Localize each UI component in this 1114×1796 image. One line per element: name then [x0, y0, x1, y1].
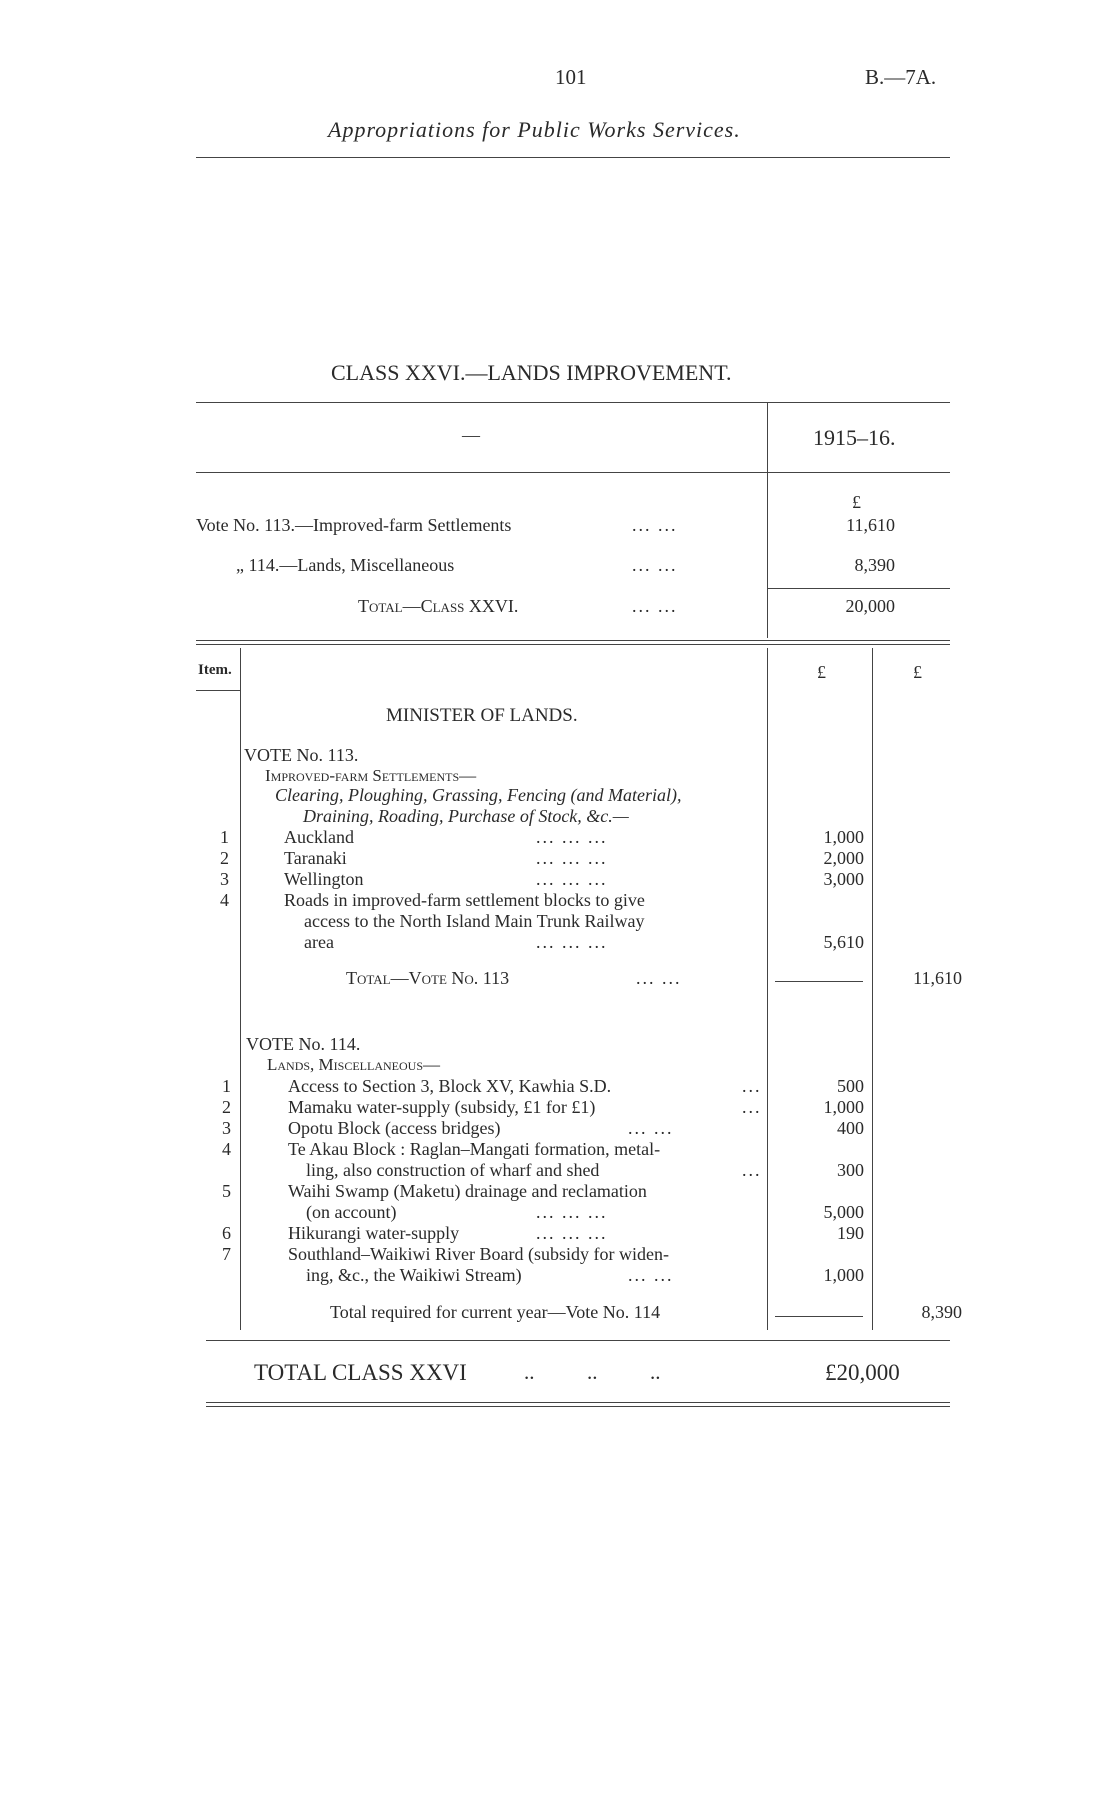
item-amount: 400 [837, 1118, 864, 1138]
vote-113-subtitle: Improved-farm Settlements— [265, 766, 477, 785]
item-amount: 2,000 [823, 848, 864, 868]
item-amount: 3,000 [823, 869, 864, 889]
vote-113-title: VOTE No. 113. [244, 745, 359, 765]
page-number: 101 [555, 65, 587, 89]
grand-total-dots: .. .. .. [524, 1360, 661, 1384]
item-amount: 500 [837, 1076, 864, 1096]
amount1-column-rule [767, 648, 768, 1330]
amount2-column-rule [872, 648, 873, 1330]
vote-113-total-amount: 11,610 [913, 968, 962, 988]
item-column-header: Item. [198, 662, 232, 678]
summary-year-header: 1915–16. [813, 425, 896, 450]
summary-total-dots: ... ... [632, 596, 678, 616]
item-amount: 1,000 [823, 827, 864, 847]
item-number: 2 [220, 848, 229, 868]
vote-113-total-dots: ... ... [636, 968, 682, 988]
summary-bottom-rule [196, 640, 950, 641]
item-label: Hikurangi water-supply [288, 1223, 460, 1243]
item-dots: ... ... ... [536, 848, 608, 868]
item-label: Access to Section 3, Block XV, Kawhia S.D. [288, 1076, 612, 1096]
item-dots: ... ... ... [536, 869, 608, 889]
item-label: Te Akau Block : Raglan–Mangati formation, metal- [288, 1139, 661, 1159]
summary-top-rule [196, 402, 950, 403]
summary-row-label: „ 114.—Lands, Miscellaneous [236, 555, 455, 575]
item-dots: ... ... [628, 1265, 674, 1285]
item-label: Opotu Block (access bridges) [288, 1118, 501, 1138]
item-number: 3 [222, 1118, 231, 1138]
item-label: Auckland [284, 827, 354, 847]
summary-row-amount: 11,610 [846, 515, 895, 535]
summary-row-dots: ... ... [632, 555, 678, 575]
item-amount: 1,000 [823, 1097, 864, 1117]
item-label: ing, &c., the Waikiwi Stream) [306, 1265, 522, 1285]
grand-total-bottom-rule [206, 1402, 950, 1403]
vote-114-total-amount: 8,390 [921, 1302, 962, 1322]
vote-114-total-rule [775, 1316, 863, 1317]
item-number: 4 [222, 1139, 231, 1159]
class-heading: CLASS XXVI.—LANDS IMPROVEMENT. [331, 360, 732, 385]
amount2-currency-header: £ [913, 662, 922, 682]
item-label: Roads in improved-farm settlement blocks to give [284, 890, 645, 910]
item-label: area [304, 932, 334, 952]
item-amount: 5,000 [823, 1202, 864, 1222]
item-dots: ... ... ... [536, 932, 608, 952]
summary-currency: £ [852, 492, 861, 512]
summary-header-rule [196, 472, 950, 473]
item-number: 1 [222, 1076, 231, 1096]
item-dots: ... ... ... [536, 1202, 608, 1222]
minister-heading: MINISTER OF LANDS. [386, 705, 578, 726]
item-amount: 300 [837, 1160, 864, 1180]
vote-114-subtitle: Lands, Miscellaneous— [267, 1055, 441, 1074]
summary-bottom-rule-double [196, 644, 950, 645]
item-dots: ... ... ... [536, 1223, 608, 1243]
item-column-rule [240, 648, 241, 1330]
item-label: Wellington [284, 869, 364, 889]
grand-total-bottom-rule-double [206, 1406, 950, 1407]
summary-row-dots: ... ... [632, 515, 678, 535]
item-dots: ... ... ... [536, 827, 608, 847]
vote-113-description: Clearing, Ploughing, Grassing, Fencing (and Material), [275, 785, 682, 805]
grand-total-top-rule [206, 1340, 950, 1341]
vote-114-title: VOTE No. 114. [246, 1034, 361, 1054]
item-label: Southland–Waikiwi River Board (subsidy for widen- [288, 1244, 669, 1264]
summary-row-label: Vote No. 113.—Improved-farm Settlements [196, 515, 512, 535]
item-amount: 1,000 [823, 1265, 864, 1285]
running-title: Appropriations for Public Works Services. [328, 117, 741, 142]
item-dots: ... [742, 1097, 762, 1117]
summary-row-vote-113 [196, 515, 511, 536]
vote-113-total-rule [775, 981, 863, 982]
summary-total-label: Total—Class XXVI. [358, 596, 519, 616]
summary-row-amount: 8,390 [854, 555, 895, 575]
item-amount: 5,610 [823, 932, 864, 952]
vote-114-total-label [330, 1302, 660, 1323]
item-number: 2 [222, 1097, 231, 1117]
summary-dash: — [462, 425, 480, 445]
item-number: 7 [222, 1244, 231, 1264]
item-label: Taranaki [284, 848, 347, 868]
item-dots: ... [742, 1160, 762, 1180]
item-dots: ... [742, 1076, 762, 1096]
grand-total-label: TOTAL CLASS XXVI [254, 1360, 467, 1385]
vote-114-total-text: Total required for current year—Vote No. 114 [330, 1302, 661, 1322]
item-dots: ... ... [628, 1118, 674, 1138]
item-label: Waihi Swamp (Maketu) drainage and reclamation [288, 1181, 647, 1201]
item-number: 3 [220, 869, 229, 889]
item-label: access to the North Island Main Trunk Railway [304, 911, 645, 931]
item-number: 5 [222, 1181, 231, 1201]
item-header-rule [196, 690, 240, 691]
summary-subtotal-rule [767, 588, 950, 589]
document-code: B.—7A. [865, 65, 937, 89]
grand-total-amount: £20,000 [825, 1360, 900, 1385]
item-amount: 190 [837, 1223, 864, 1243]
item-number: 1 [220, 827, 229, 847]
summary-column-rule [767, 402, 768, 638]
item-number: 6 [222, 1223, 231, 1243]
summary-row-vote-114 [236, 555, 454, 576]
vote-113-total-label: Total—Vote No. 113 [346, 968, 510, 988]
vote-113-description: Draining, Roading, Purchase of Stock, &c.— [303, 806, 629, 826]
item-label: Mamaku water-supply (subsidy, £1 for £1) [288, 1097, 596, 1117]
summary-total-amount: 20,000 [845, 596, 895, 616]
header-rule [196, 157, 950, 158]
item-label: (on account) [306, 1202, 397, 1222]
item-label: ling, also construction of wharf and shed [306, 1160, 600, 1180]
amount1-currency-header: £ [817, 662, 826, 682]
item-number: 4 [220, 890, 229, 910]
